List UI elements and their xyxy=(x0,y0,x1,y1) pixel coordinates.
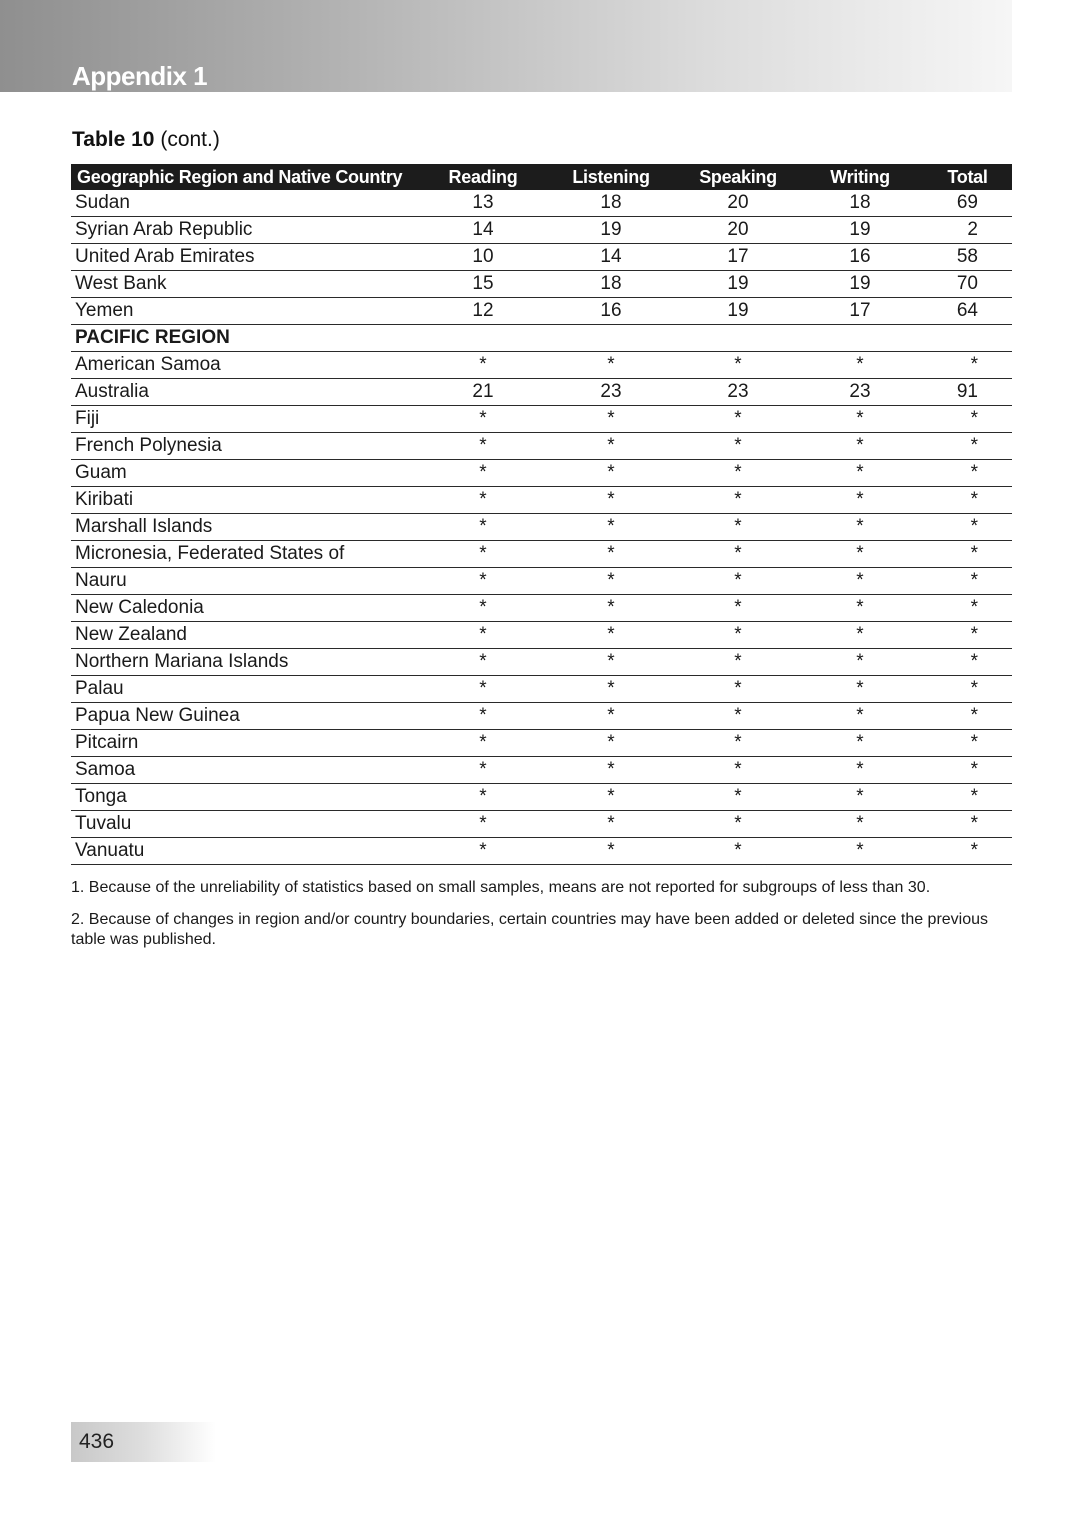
footnotes xyxy=(71,878,1001,962)
reading-score: * xyxy=(423,784,543,811)
writing-score: 23 xyxy=(797,379,923,406)
country-name: French Polynesia xyxy=(71,433,423,460)
total-score: * xyxy=(923,406,1012,433)
listening-score: * xyxy=(543,784,679,811)
listening-score xyxy=(543,325,679,352)
total-score: * xyxy=(923,487,1012,514)
speaking-score: 20 xyxy=(679,217,797,244)
page-number: 436 xyxy=(79,1430,115,1453)
column-header-total: Total xyxy=(923,164,1012,190)
total-score: 58 xyxy=(923,244,1012,271)
listening-score: 23 xyxy=(543,379,679,406)
table-row xyxy=(71,298,1012,325)
listening-score: * xyxy=(543,676,679,703)
listening-score: * xyxy=(543,838,679,865)
listening-score: 18 xyxy=(543,190,679,217)
table-row xyxy=(71,676,1012,703)
speaking-score: * xyxy=(679,649,797,676)
reading-score: * xyxy=(423,703,543,730)
listening-score: * xyxy=(543,757,679,784)
listening-score: * xyxy=(543,811,679,838)
writing-score: * xyxy=(797,352,923,379)
country-name: West Bank xyxy=(71,271,423,298)
speaking-score: * xyxy=(679,406,797,433)
table-row xyxy=(71,433,1012,460)
country-name: Syrian Arab Republic xyxy=(71,217,423,244)
country-name: Nauru xyxy=(71,568,423,595)
country-name: Vanuatu xyxy=(71,838,423,865)
writing-score: * xyxy=(797,838,923,865)
writing-score: 17 xyxy=(797,298,923,325)
table-caption-suffix: (cont.) xyxy=(160,128,220,151)
total-score: 64 xyxy=(923,298,1012,325)
reading-score: * xyxy=(423,541,543,568)
listening-score: 16 xyxy=(543,298,679,325)
writing-score: * xyxy=(797,406,923,433)
table-row xyxy=(71,514,1012,541)
total-score: * xyxy=(923,568,1012,595)
column-header-reading: Reading xyxy=(423,164,543,190)
speaking-score: * xyxy=(679,568,797,595)
table-caption-label: Table 10 xyxy=(72,128,155,151)
reading-score: 21 xyxy=(423,379,543,406)
writing-score: * xyxy=(797,757,923,784)
writing-score: 19 xyxy=(797,217,923,244)
country-name: Papua New Guinea xyxy=(71,703,423,730)
total-score: * xyxy=(923,514,1012,541)
country-name: Australia xyxy=(71,379,423,406)
writing-score: * xyxy=(797,622,923,649)
listening-score: * xyxy=(543,514,679,541)
writing-score xyxy=(797,325,923,352)
total-score: 69 xyxy=(923,190,1012,217)
country-name: Tuvalu xyxy=(71,811,423,838)
table-row xyxy=(71,622,1012,649)
listening-score: * xyxy=(543,730,679,757)
table-row xyxy=(71,838,1012,865)
speaking-score: 17 xyxy=(679,244,797,271)
speaking-score: * xyxy=(679,622,797,649)
reading-score: 13 xyxy=(423,190,543,217)
total-score: * xyxy=(923,730,1012,757)
speaking-score: * xyxy=(679,838,797,865)
total-score: * xyxy=(923,622,1012,649)
country-name: Samoa xyxy=(71,757,423,784)
column-header-writing: Writing xyxy=(797,164,923,190)
total-score: * xyxy=(923,676,1012,703)
speaking-score: 20 xyxy=(679,190,797,217)
country-name: Micronesia, Federated States of xyxy=(71,541,423,568)
speaking-score: * xyxy=(679,433,797,460)
table-row xyxy=(71,595,1012,622)
country-name: Kiribati xyxy=(71,487,423,514)
writing-score: 16 xyxy=(797,244,923,271)
speaking-score: * xyxy=(679,730,797,757)
country-name: Guam xyxy=(71,460,423,487)
total-score: 70 xyxy=(923,271,1012,298)
country-name: United Arab Emirates xyxy=(71,244,423,271)
country-name: Marshall Islands xyxy=(71,514,423,541)
total-score: 91 xyxy=(923,379,1012,406)
table-row xyxy=(71,541,1012,568)
reading-score: * xyxy=(423,514,543,541)
writing-score: * xyxy=(797,487,923,514)
total-score: * xyxy=(923,433,1012,460)
reading-score: * xyxy=(423,352,543,379)
writing-score: * xyxy=(797,568,923,595)
score-table xyxy=(71,164,1012,865)
total-score: * xyxy=(923,838,1012,865)
reading-score: * xyxy=(423,595,543,622)
writing-score: * xyxy=(797,595,923,622)
reading-score xyxy=(423,325,543,352)
listening-score: * xyxy=(543,703,679,730)
table-row xyxy=(71,271,1012,298)
table-row xyxy=(71,568,1012,595)
column-header-listening: Listening xyxy=(543,164,679,190)
total-score: * xyxy=(923,703,1012,730)
total-score: * xyxy=(923,541,1012,568)
listening-score: * xyxy=(543,595,679,622)
country-name: Fiji xyxy=(71,406,423,433)
reading-score: * xyxy=(423,649,543,676)
table-row xyxy=(71,352,1012,379)
country-name: Pitcairn xyxy=(71,730,423,757)
country-name: New Caledonia xyxy=(71,595,423,622)
total-score: * xyxy=(923,460,1012,487)
column-header-country: Geographic Region and Native Country xyxy=(71,164,423,190)
table-header-row xyxy=(71,164,1012,190)
listening-score: * xyxy=(543,460,679,487)
table-row xyxy=(71,406,1012,433)
speaking-score: * xyxy=(679,460,797,487)
reading-score: * xyxy=(423,676,543,703)
region-header-row xyxy=(71,325,1012,352)
writing-score: 19 xyxy=(797,271,923,298)
total-score xyxy=(923,325,1012,352)
table-row xyxy=(71,379,1012,406)
listening-score: * xyxy=(543,568,679,595)
writing-score: * xyxy=(797,649,923,676)
reading-score: 12 xyxy=(423,298,543,325)
total-score: * xyxy=(923,784,1012,811)
speaking-score: * xyxy=(679,514,797,541)
speaking-score: 19 xyxy=(679,298,797,325)
reading-score: * xyxy=(423,460,543,487)
total-score: * xyxy=(923,352,1012,379)
speaking-score: * xyxy=(679,703,797,730)
region-name: PACIFIC REGION xyxy=(71,325,423,352)
speaking-score: * xyxy=(679,541,797,568)
reading-score: * xyxy=(423,406,543,433)
listening-score: * xyxy=(543,649,679,676)
total-score: * xyxy=(923,595,1012,622)
total-score: * xyxy=(923,811,1012,838)
speaking-score: * xyxy=(679,487,797,514)
table-row xyxy=(71,757,1012,784)
country-name: Yemen xyxy=(71,298,423,325)
country-name: American Samoa xyxy=(71,352,423,379)
reading-score: * xyxy=(423,622,543,649)
writing-score: * xyxy=(797,703,923,730)
reading-score: * xyxy=(423,487,543,514)
speaking-score: 23 xyxy=(679,379,797,406)
footnote-1: 1. Because of the unreliability of statistics based on small samples, means are not reported for subgroups of less than 30. xyxy=(71,879,931,896)
reading-score: * xyxy=(423,568,543,595)
writing-score: * xyxy=(797,460,923,487)
reading-score: 10 xyxy=(423,244,543,271)
listening-score: * xyxy=(543,487,679,514)
speaking-score: * xyxy=(679,595,797,622)
speaking-score: 19 xyxy=(679,271,797,298)
writing-score: * xyxy=(797,811,923,838)
total-score: * xyxy=(923,757,1012,784)
writing-score: * xyxy=(797,433,923,460)
table-row xyxy=(71,487,1012,514)
reading-score: * xyxy=(423,757,543,784)
country-name: New Zealand xyxy=(71,622,423,649)
listening-score: * xyxy=(543,433,679,460)
table-row xyxy=(71,460,1012,487)
table-caption xyxy=(72,126,220,154)
table-row xyxy=(71,190,1012,217)
reading-score: * xyxy=(423,811,543,838)
footnote-2: 2. Because of changes in region and/or country boundaries, certain countries may have been added or deleted since the previous table was published. xyxy=(71,911,989,948)
listening-score: 14 xyxy=(543,244,679,271)
reading-score: 14 xyxy=(423,217,543,244)
total-score: 2 xyxy=(923,217,1012,244)
country-name: Palau xyxy=(71,676,423,703)
table-row xyxy=(71,730,1012,757)
speaking-score: * xyxy=(679,811,797,838)
speaking-score xyxy=(679,325,797,352)
total-score: * xyxy=(923,649,1012,676)
table-body xyxy=(71,190,1012,865)
appendix-title: Appendix 1 xyxy=(72,61,208,91)
country-name: Northern Mariana Islands xyxy=(71,649,423,676)
speaking-score: * xyxy=(679,784,797,811)
column-header-speaking: Speaking xyxy=(679,164,797,190)
writing-score: 18 xyxy=(797,190,923,217)
speaking-score: * xyxy=(679,757,797,784)
listening-score: * xyxy=(543,622,679,649)
reading-score: * xyxy=(423,838,543,865)
table-row xyxy=(71,217,1012,244)
writing-score: * xyxy=(797,730,923,757)
listening-score: * xyxy=(543,352,679,379)
table-row xyxy=(71,784,1012,811)
reading-score: 15 xyxy=(423,271,543,298)
table-row xyxy=(71,244,1012,271)
country-name: Tonga xyxy=(71,784,423,811)
table-row xyxy=(71,649,1012,676)
country-name: Sudan xyxy=(71,190,423,217)
writing-score: * xyxy=(797,784,923,811)
writing-score: * xyxy=(797,676,923,703)
table-row xyxy=(71,811,1012,838)
reading-score: * xyxy=(423,433,543,460)
writing-score: * xyxy=(797,541,923,568)
writing-score: * xyxy=(797,514,923,541)
listening-score: 19 xyxy=(543,217,679,244)
listening-score: * xyxy=(543,541,679,568)
speaking-score: * xyxy=(679,676,797,703)
speaking-score: * xyxy=(679,352,797,379)
reading-score: * xyxy=(423,730,543,757)
listening-score: 18 xyxy=(543,271,679,298)
table-row xyxy=(71,703,1012,730)
listening-score: * xyxy=(543,406,679,433)
